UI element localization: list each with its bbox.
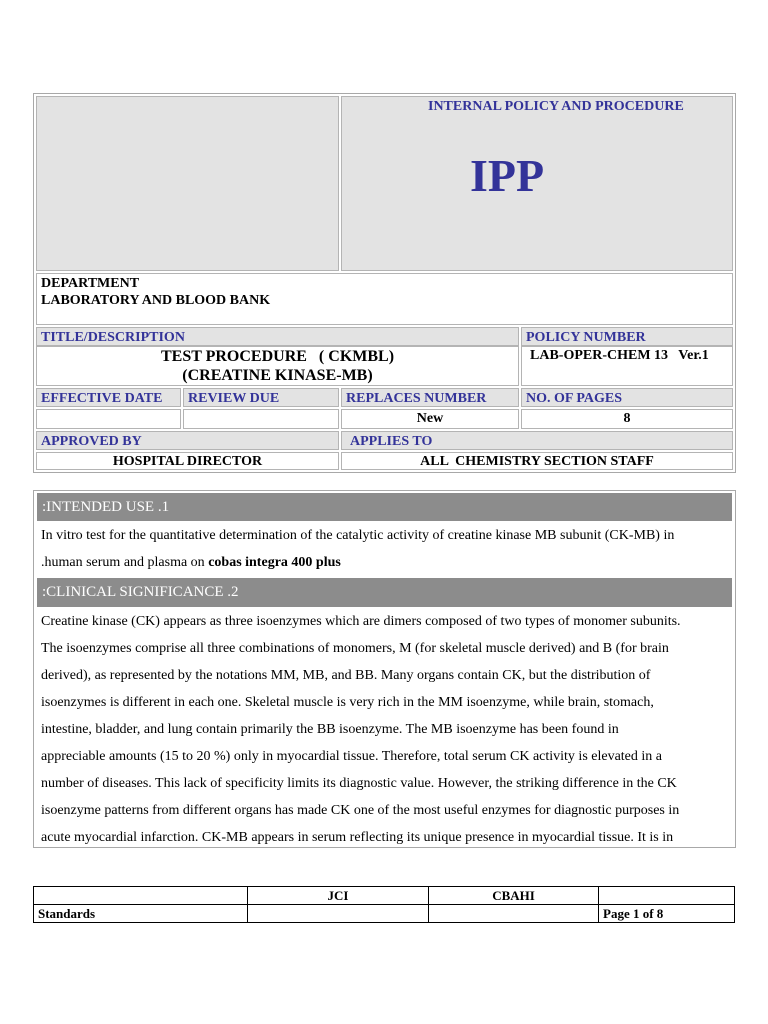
intended-use-text [37,522,732,577]
department-label: DEPARTMENT [41,276,140,291]
footer-standards: Standards [34,905,248,923]
intended-use-instrument: cobas integra 400 plus [208,555,341,570]
ipp-box [341,96,733,271]
clinical-line: appreciable amounts (15 to 20 %) only in myocardial tissue. Therefore, total serum CK activity is elevated in a [41,749,663,764]
intended-use-line-2 [41,549,728,576]
logo-area [36,96,339,271]
clinical-line: The isoenzymes comprise all three combinations of monomers, M (for skeletal muscle derived) and B (for brain [41,641,669,656]
footer-jci: JCI [248,887,429,905]
review-due-label: REVIEW DUE [183,388,339,407]
clinical-line: isoenzymes is different in each one. Skeletal muscle is very rich in the MM isoenzyme, while brain, stomach, [41,695,654,710]
clinical-significance-heading: :CLINICAL SIGNIFICANCE .2 [37,578,732,607]
clinical-line: isoenzyme patterns from different organs has made CK one of the most useful enzymes for diagnostic purposes in [41,803,680,818]
approved-by-label: APPROVED BY [36,431,339,450]
clinical-line: number of diseases. This lack of specificity limits its diagnostic value. However, the striking difference in the CK [41,776,677,791]
intended-use-line-1: In vitro test for the quantitative determination of the catalytic activity of creatine kinase MB subunit (CK-MB) in [41,528,675,543]
policy-type-label: INTERNAL POLICY AND PROCEDURE [428,99,684,114]
footer-empty-cell [248,905,429,923]
title-line-2: (CREATINE KINASE-MB) [182,367,373,384]
clinical-significance-text [37,608,732,846]
footer-cbahi: CBAHI [429,887,599,905]
ipp-title: IPP [470,150,545,201]
applies-to-label: APPLIES TO [341,431,733,450]
policy-number-label: POLICY NUMBER [521,327,733,346]
clinical-line: acute myocardial infarction. CK-MB appears in serum reflecting its unique presence in myocardial tissue. It is in [41,830,674,845]
title-description-label: TITLE/DESCRIPTION [36,327,519,346]
footer-empty-cell [599,887,735,905]
policy-number-value: LAB-OPER-CHEM 13 Ver.1 [530,348,709,363]
title-line-1: TEST PROCEDURE ( CKMBL) [160,348,395,365]
no-of-pages-label: NO. OF PAGES [521,388,733,407]
clinical-line: Creatine kinase (CK) appears as three isoenzymes which are dimers composed of two types of monomer subunits. [41,614,681,629]
clinical-line: intestine, bladder, and lung contain primarily the BB isoenzyme. The MB isoenzyme has been found in [41,722,619,737]
footer-row-2 [34,905,735,923]
footer-row-1 [34,887,735,905]
footer-table [33,886,735,923]
replaces-number-value: New [341,409,519,429]
effective-date-value [36,409,181,429]
replaces-number-label: REPLACES NUMBER [341,388,519,407]
intended-use-line-2-text: .human serum and plasma on [41,555,209,570]
no-of-pages-value: 8 [521,409,733,429]
applies-to-value: ALL CHEMISTRY SECTION STAFF [341,452,733,470]
clinical-line: derived), as represented by the notations MM, MB, and BB. Many organs contain CK, but the distribution of [41,668,651,683]
effective-date-label: EFFECTIVE DATE [36,388,181,407]
approved-by-value: HOSPITAL DIRECTOR [36,452,339,470]
department-cell [36,273,733,325]
intended-use-heading: :INTENDED USE .1 [37,493,732,521]
department-value: LABORATORY AND BLOOD BANK [41,293,271,308]
header-table [33,93,736,473]
review-due-value [183,409,339,429]
title-description-cell [36,346,519,386]
footer-empty-cell [429,905,599,923]
footer-page-number: Page 1 of 8 [599,905,735,923]
content-box [33,490,736,848]
footer-empty-cell [34,887,248,905]
policy-number-cell [521,346,733,386]
